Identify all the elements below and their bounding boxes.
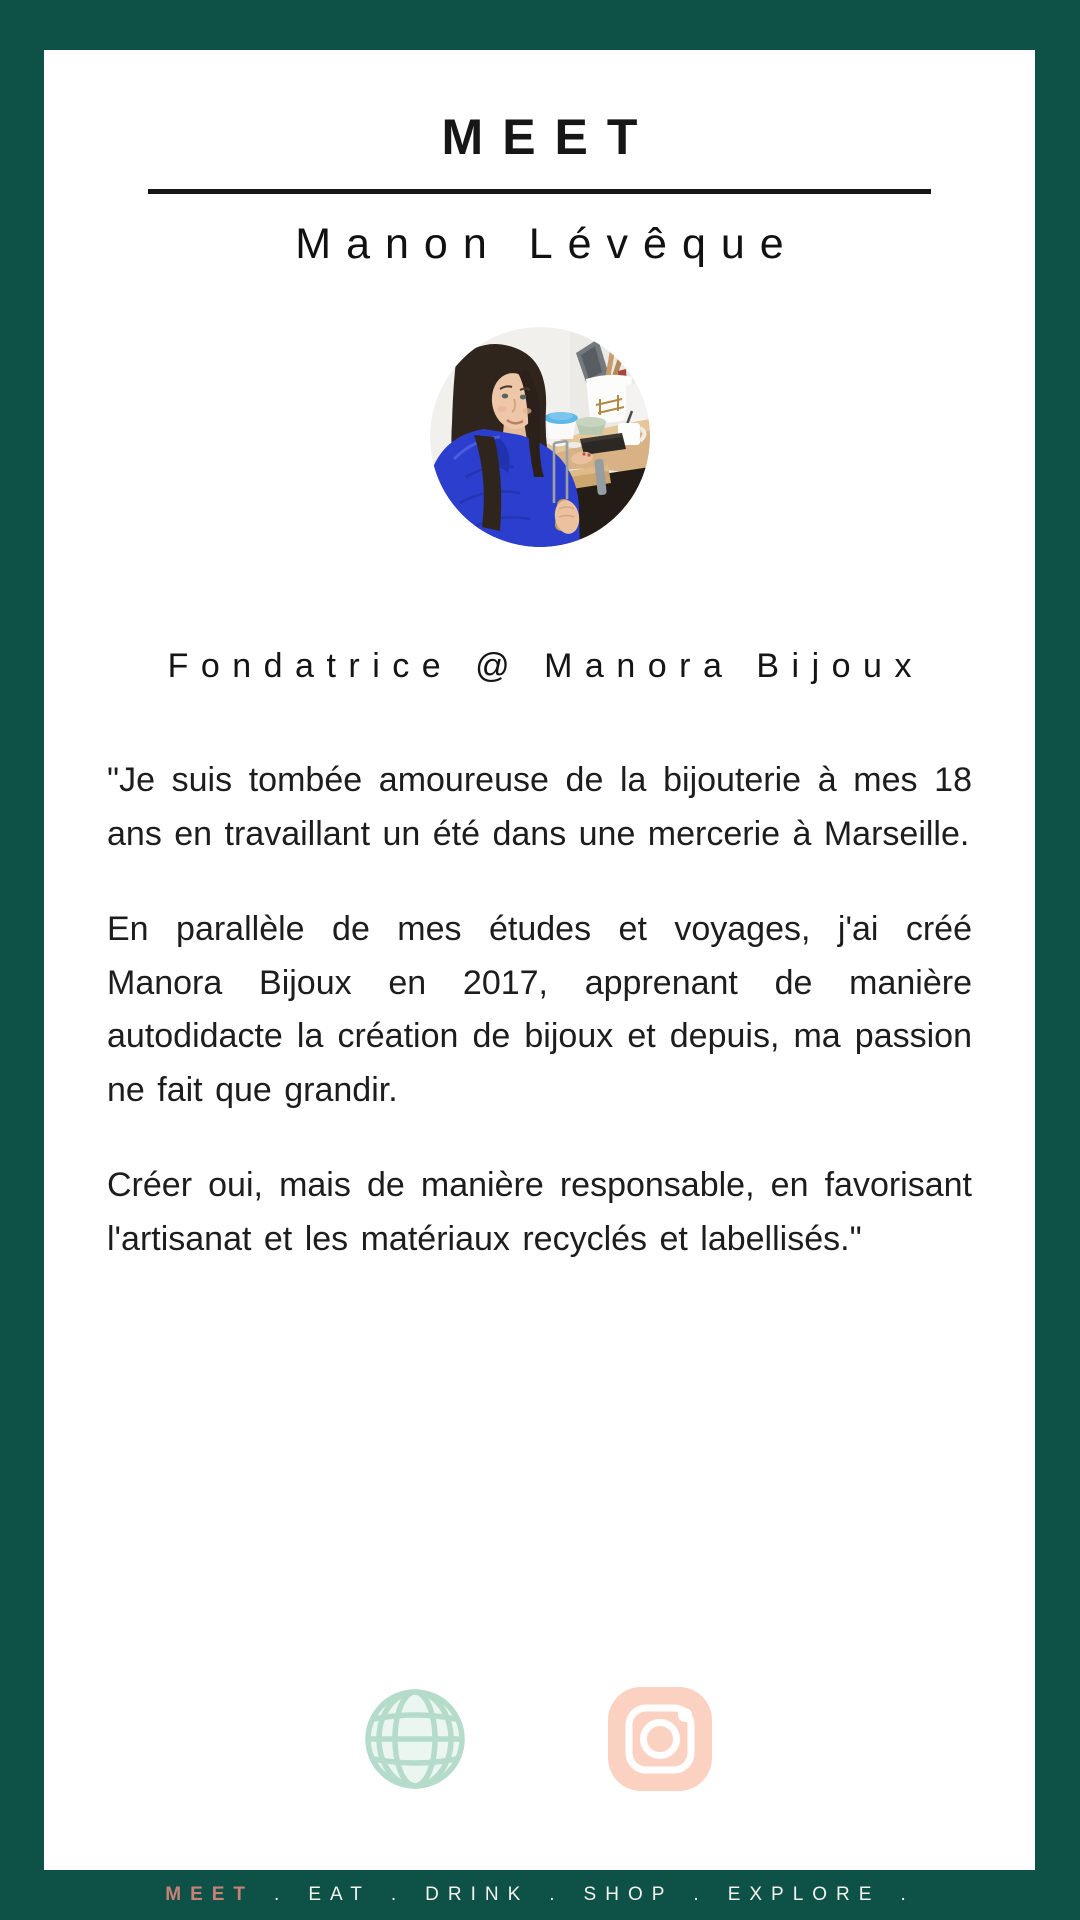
profile-card (44, 50, 1035, 1870)
quote-paragraph: En parallèle de mes études et voyages, j'ai créé Manora Bijoux en 2017, apprenant de manière autodidacte la création de bijoux et depuis, ma passion ne fait que grandir. (107, 910, 972, 1109)
footer-separator: . (274, 1884, 289, 1905)
footer-separator: . (693, 1884, 708, 1905)
footer-separator: . (549, 1884, 564, 1905)
footer-item-explore[interactable]: EXPLORE (727, 1884, 881, 1905)
profile-role: Fondatrice @ Manora Bijoux (167, 647, 924, 685)
quote-paragraph: "Je suis tombée amoureuse de la bijouterie à mes 18 ans en travaillant un été dans une mercerie à Marseille. (107, 761, 972, 853)
instagram-icon[interactable] (605, 1684, 715, 1794)
globe-icon[interactable] (360, 1684, 470, 1794)
footer-nav (0, 1870, 1080, 1920)
profile-photo (430, 327, 650, 547)
footer-item-meet[interactable]: MEET (165, 1884, 255, 1905)
profile-photo-illustration (430, 327, 650, 547)
footer-item-drink[interactable]: DRINK (425, 1884, 530, 1905)
footer-separator: . (390, 1884, 406, 1905)
footer-item-eat[interactable]: EAT (308, 1884, 371, 1905)
footer-separator: . (900, 1884, 915, 1905)
title-divider (148, 189, 931, 194)
profile-name: Manon Lévêque (295, 220, 799, 268)
page-title: MEET (441, 109, 657, 165)
quote-text (107, 754, 972, 1308)
footer-item-shop[interactable]: SHOP (583, 1884, 674, 1905)
quote-paragraph: Créer oui, mais de manière responsable, en favorisant l'artisanat et les matériaux recyclés et labellisés." (107, 1166, 972, 1258)
